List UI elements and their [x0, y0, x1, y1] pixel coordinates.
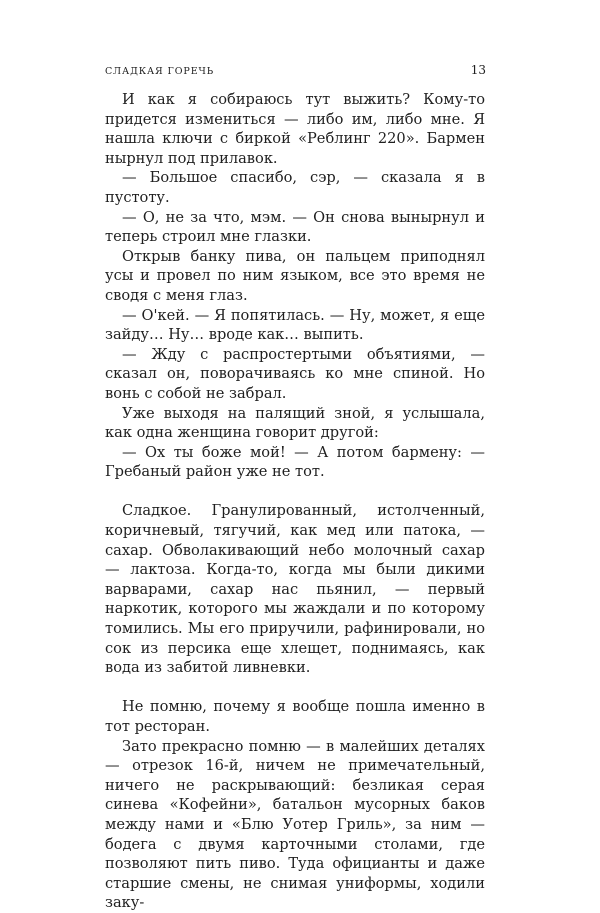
paragraph: Открыв банку пива, он пальцем приподнял усы и провел по ним языком, все это время не сводя с меня глаз. — [105, 247, 485, 304]
section-break — [105, 482, 485, 502]
paragraph: Зато прекрасно помню — в малейших деталях — отрезок 16-й, ничем не примечательный, ничего не раскрывающий: безликая серая синева «Кофейни», батальон мусорных баков между нами и «Блю Уотер Гриль», за ним — бодега с двумя карточными столами, где позволяют пить пиво. Туда официанты и даже старшие смены, не снимая униформы, ходили заку- — [105, 737, 485, 912]
paragraph: — О, не за что, мэм. — Он снова вынырнул и теперь строил мне глазки. — [105, 208, 485, 246]
paragraph: — Большое спасибо, сэр, — сказала я в пустоту. — [105, 169, 485, 206]
paragraph: — Жду с распростертыми объятиями, — сказал он, поворачиваясь ко мне спиной. Но вонь с собой не забрал. — [105, 345, 485, 402]
paragraph: — О'кей. — Я попятилась. — Ну, может, я еще зайду… Ну… вроде как… выпить. — [105, 306, 485, 344]
running-header: СЛАДКАЯ ГОРЕЧЬ — [105, 66, 215, 77]
page-number: 13 — [470, 63, 486, 77]
paragraph: Уже выходя на палящий зной, я услышала, как одна женщина говорит другой: — [105, 404, 485, 442]
paragraph: Сладкое. Гранулированный, истолченный, коричневый, тягучий, как мед или патока, — сахар. Обволакивающий небо молочный сахар — лактоза. Когда-то, когда мы были дикими варварами, сахар нас пьянил, — первый наркотик, которого мы жаждали и по которому томились. Мы его приручили, рафинировали, но сок из персика еще хлещет, поднимаясь, как вода из забитой ливневки. — [105, 502, 485, 677]
body-text — [105, 90, 485, 913]
section-break — [105, 678, 485, 698]
paragraph: Не помню, почему я вообще пошла именно в тот ресторан. — [105, 698, 485, 735]
paragraph: И как я собираюсь тут выжить? Кому-то придется измениться — либо им, либо мне. Я нашла ключи с биркой «Реблинг 220». Бармен нырнул под прилавок. — [105, 91, 485, 167]
paragraph: — Ох ты боже мой! — А потом бармену: — Гребаный район уже не тот. — [105, 443, 485, 481]
